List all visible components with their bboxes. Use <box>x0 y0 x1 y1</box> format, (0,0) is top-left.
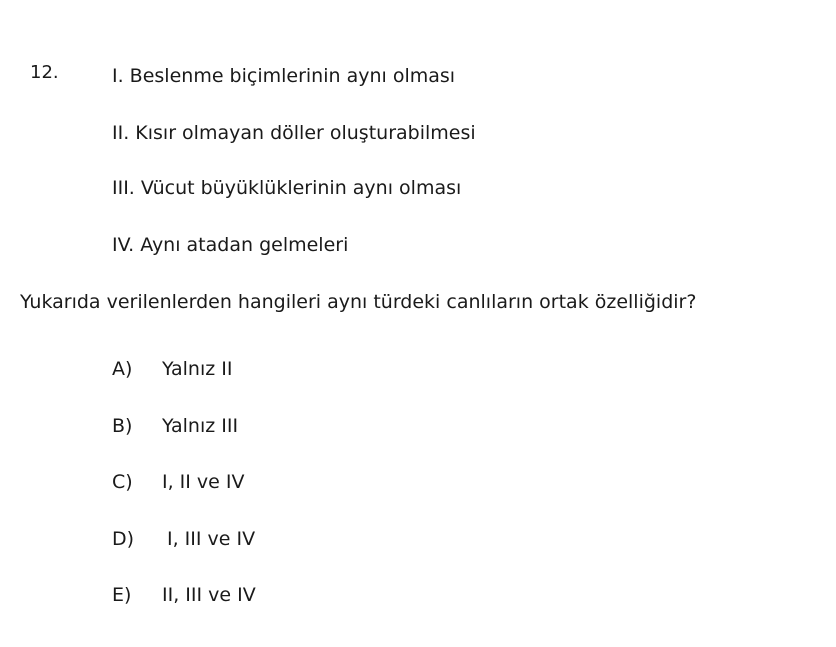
option-e-text: II, III ve IV <box>162 584 256 606</box>
option-e-letter: E) <box>112 584 132 606</box>
option-d[interactable] <box>112 527 255 551</box>
statement-1: I. Beslenme biçimlerinin aynı olması <box>112 65 456 87</box>
question-number: 12. <box>30 62 59 83</box>
question-prompt: Yukarıda verilenlerden hangileri aynı türdeki canlıların ortak özelliğidir? <box>20 291 697 313</box>
option-b[interactable] <box>112 414 238 438</box>
option-c-letter: C) <box>112 471 133 493</box>
statement-3: III. Vücut büyüklüklerinin aynı olması <box>112 177 462 199</box>
option-d-letter: D) <box>112 528 135 550</box>
option-b-text: Yalnız III <box>162 415 239 437</box>
statement-2: II. Kısır olmayan döller oluşturabilmesi <box>112 122 476 144</box>
statement-4: IV. Aynı atadan gelmeleri <box>112 234 349 256</box>
option-a[interactable] <box>112 357 232 381</box>
option-c[interactable] <box>112 470 245 494</box>
option-a-letter: A) <box>112 358 133 380</box>
option-d-text: I, III ve IV <box>167 528 256 550</box>
option-e[interactable] <box>112 583 256 607</box>
option-c-text: I, II ve IV <box>162 471 245 493</box>
option-b-letter: B) <box>112 415 133 437</box>
option-a-text: Yalnız II <box>162 358 233 380</box>
